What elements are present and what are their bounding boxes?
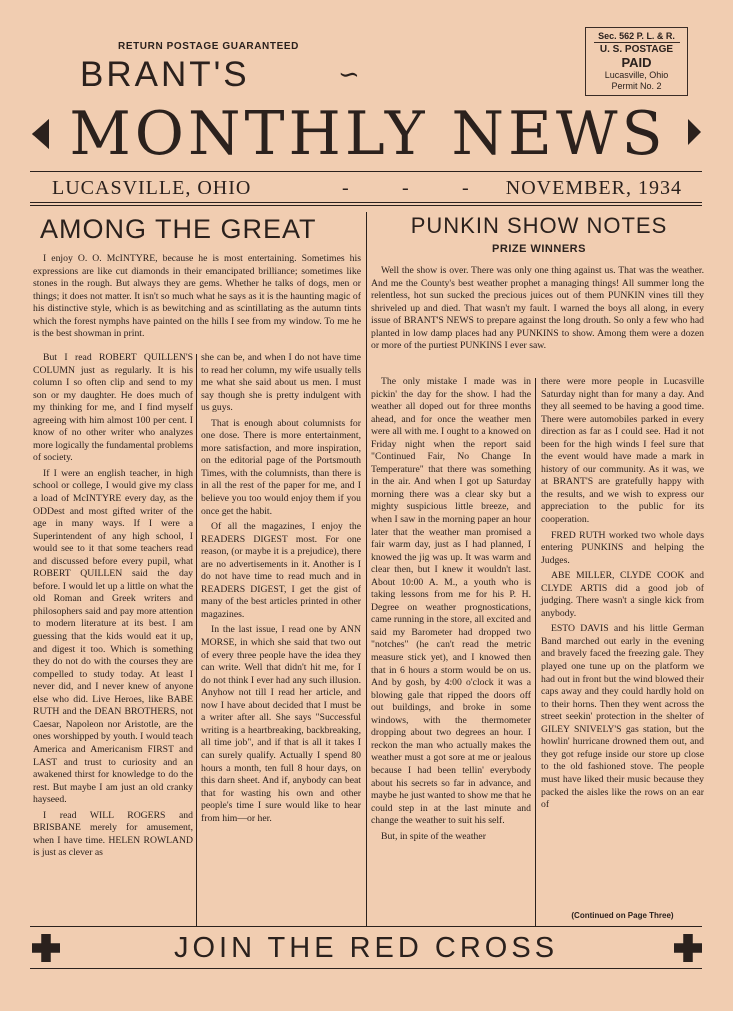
- publisher-name: BRANT'S: [80, 55, 250, 94]
- continued-note: (Continued on Page Three): [571, 911, 674, 920]
- dateline-separator: -: [342, 177, 350, 199]
- dateline-rule-2: [30, 205, 702, 206]
- return-postage-notice: RETURN POSTAGE GUARANTEED: [118, 41, 299, 52]
- right-article-column-2: [541, 376, 704, 815]
- right-article-intro: Well the show is over. There was only one thing against us. That was the weather. And me the County's best weather prophet a managing things! All summer long the relentless, hot sun sucked the precious juices out of them PUNKIN vines till they shriveled up and died. That wasn't my fault. I warned the boys all along, in every issue of BRANT'S NEWS to prepare against the long drouth. So only a few who had planted in low damp places had any PUNKINS to show. Among them were a dozen or more of the purtiest PUNKINS I ever saw.: [371, 265, 704, 352]
- paragraph: Of all the magazines, I enjoy the READERS DIGEST most. For one reason, (or maybe it is a prejudice), there are no advertisements in it. Another is I do not have time to read much and in READERS DIGEST, I get the gist of many of the best articles printed in other magazines.: [201, 521, 361, 620]
- left-article-column-2: [201, 352, 361, 828]
- postage-permit-box: [585, 27, 688, 96]
- red-cross-icon: [32, 934, 60, 962]
- left-article-intro: I enjoy O. O. McINTYRE, because he is most entertaining. Sometimes his expressions are like cut diamonds in their emancipated brilliance; sometimes like stones in the rough. But always they are gems. Whether he talks of dogs, men or things; it does not matter. It isn't so much what he says as it is the haunting magic of his distinctive style, which is as bewitching and as scintillating as the autumn tints which the forest nymphs have painted on the hills I see from my window. To me he is the best showman in print.: [33, 253, 361, 340]
- left-article-title: AMONG THE GREAT: [40, 214, 317, 244]
- dateline-separator: -: [462, 177, 470, 199]
- paragraph: ESTO DAVIS and his little German Band marched out early in the evening and bravely faced the freezing gale. They played one tune up on the platform we had out in front but the wind blowed their caps away and they could hardly hold on to their horns. Then they went across the street seekin' protection in the shelter of GILEY SNIVELY'S gas station, but the howlin' hurricane drowned them out, and they got refuge inside our store up close to the old fashioned stove. The people must have liked their music because they packed the aisles like the rows on an ear of: [541, 623, 704, 811]
- paragraph: she can be, and when I do not have time to read her column, my wife usually tells me what she said about us men. I must say though she is pretty indulgent with us guys.: [201, 352, 361, 414]
- paragraph: If I were an english teacher, in high school or college, I would give my class a load of McINTYRE every day, as the ODDest and most gifted writer of the age in many ways. If I were a Superintendent of any high school, I would see to it that some teachers read and discussed before every pupil, what ROBERT QUILLEN said the day before. I would let up a little on what the old Roman and Greek writers and philosophers said and pay more attention to modern literature at its best. I am guessing that the kids would eat it up, and digest it too. Which is something they do not do with the courses they are compelled to study today. At least I never did, and I never knew of anyone else who did. Live Heroes, like BABE RUTH and the DEAN BROTHERS, not Caesar, Napoleon nor Aristotle, are the ones worshipped by youth. I would teach America and Americanism FIRST and LAST and trust to curiosity and an awakened thirst for knowledge to do the rest. But maybe I am just an old cranky hayseed.: [33, 467, 193, 806]
- dateline-rule-1: [30, 202, 702, 203]
- postage-line1: U. S. POSTAGE: [594, 42, 680, 56]
- column-divider-right: [535, 378, 536, 927]
- left-article-column-1: [33, 352, 193, 863]
- dateline-location: LUCASVILLE, OHIO: [52, 177, 252, 199]
- masthead-rule-top: [30, 171, 702, 172]
- paragraph: The only mistake I made was in pickin' the day for the show. I had the weather all doped out for three months ahead, and for once the weather men were all with me. I ought to a knowed on Friday night when the report said "Continued Fair, No Change In Temperature" that there was something in the air. And when I got up Saturday morning there was a clear sky but a mighty suspicious little breeze, and when I saw in the morning paper an hour later that the weather man promised a fair warm day, just as I had planned, I knowed the jig was up. It was warm and clear then, but I knew it wouldn't last. About 10:00 A. M., a youth who is taking lessons from me for his P. H. Degree on weather prognostications, came running in the store, all excited and said my Barometer had dropped two "notches" (he can't read the metric measure stick yet), and I knowed then that in 6 hours a storm would be on us. And by gosh, by 4:00 o'clock it was a blowing gale that ripped the doors off out buildings, and broke in some windows, with the thermometer dropping about two degrees an hour. I reckon the man who actually makes the weather must a got sore at me or jealous because I had been tellin' everybody about his secrets so far in advance, and maybe he just wanted to show me that he could step in at the last minute and change the weather to suit his self.: [371, 376, 531, 827]
- footer-rule-bottom: [30, 968, 702, 969]
- postage-permit: Permit No. 2: [611, 81, 662, 91]
- paragraph: there were more people in Lucasville Saturday night than for many a day. And they all seemed to be having a good time. There were automobiles parked in every direction as far as I could see. Had it not been for the high winds I feel sure that the event would have made a mark in history of our community. As it was, we at BRANT'S are gratefully happy with the results, and we wish to express our appreciation to the public for its cooperation.: [541, 376, 704, 526]
- right-article-subtitle: PRIZE WINNERS: [492, 243, 586, 255]
- paragraph: FRED RUTH worked two whole days entering PUNKINS and helping the Judges.: [541, 529, 704, 566]
- paragraph: ABE MILLER, CLYDE COOK and CLYDE ARTIS did a good job of judging. There wasn't a single kick from anybody.: [541, 570, 704, 619]
- masthead-title: MONTHLY NEWS: [69, 99, 667, 169]
- footer-rule-top: [30, 926, 702, 927]
- right-article-column-1: [371, 376, 531, 846]
- paragraph: But I read ROBERT QUILLEN'S COLUMN just as regularly. It is his column I so often clip and send to my son or my daughter. He does much of my thinking for me, and I find myself agreeing with him almost 100 per cent. I know of no other writer who analyzes more logically the fundamental problems of society.: [33, 352, 193, 464]
- right-ornament-icon: [688, 119, 701, 145]
- postage-paid: PAID: [621, 55, 652, 70]
- paragraph: In the last issue, I read one by ANN MORSE, in which she said that two out of every three people have the idea they can write. Well that didn't hit me, for I do not think I ever had any such illusion. Anyhow not till I read her article, and now I have about decided that I must be a writer after all. She says "Successful writing is a heartbreaking, backbreaking, all time job", and if that is all it takes I can surely qualify. Actually I spend 80 hours a month, ten full 8 hour days, on this darn sheet. And if, anybody can beat that for wasting his own and other people's time I sure would like to hear from him—or her.: [201, 624, 361, 824]
- paragraph: I read WILL ROGERS and BRISBANE merely for amusement, when I have time. HELEN ROWLAND is just as clever as: [33, 809, 193, 859]
- swirl-ornament-icon: ∽: [338, 60, 360, 89]
- paragraph: That is enough about columnists for one dose. There is more entertainment, more satisfaction, and more inspiration, on the editorial page of the Portsmouth Times, with the columnists, than there is in all the rest of the paper for me, and I believe you too would enjoy them if you once get the habit.: [201, 417, 361, 517]
- postage-city: Lucasville, Ohio: [604, 70, 669, 80]
- left-ornament-icon: [32, 119, 49, 149]
- column-divider-left: [196, 354, 197, 927]
- paragraph: But, in spite of the weather: [381, 830, 486, 842]
- right-article-title: PUNKIN SHOW NOTES: [410, 213, 668, 238]
- footer-banner: JOIN THE RED CROSS: [173, 932, 559, 964]
- dateline-separator: -: [402, 177, 410, 199]
- dateline-date: NOVEMBER, 1934: [505, 177, 682, 199]
- postage-section: Sec. 562 P. L. & R.: [598, 31, 675, 41]
- column-divider-main: [366, 212, 367, 927]
- red-cross-icon: [674, 934, 702, 962]
